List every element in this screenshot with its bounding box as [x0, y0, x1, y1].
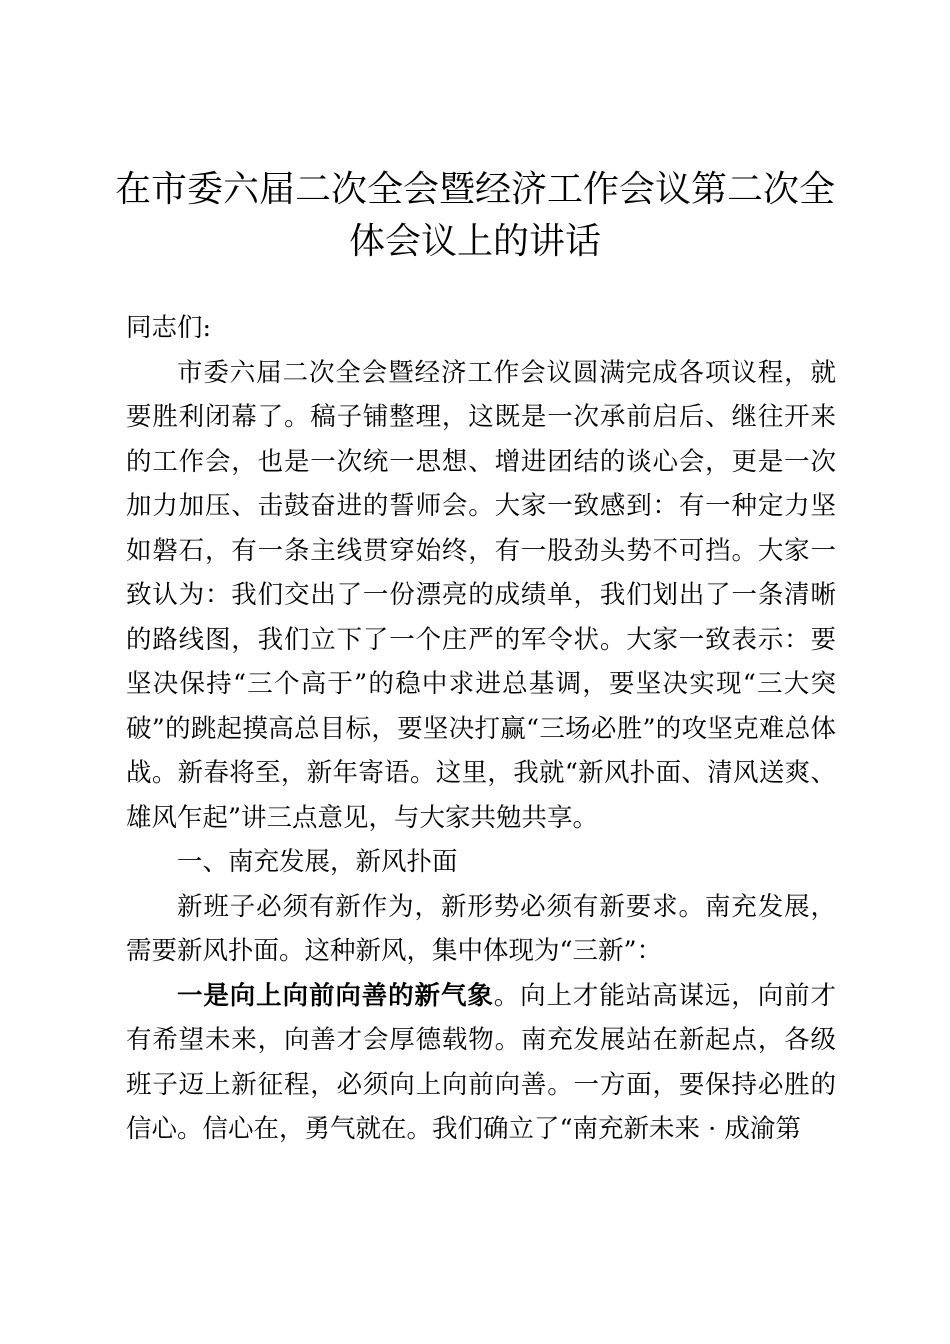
- paragraph-first-point: [126, 974, 836, 1152]
- paragraph-opening: 市委六届二次全会暨经济工作会议圆满完成各项议程，就要胜利闭幕了。稿子铺整理，这既是一次承前启后、继往开来的工作会，也是一次统一思想、增进团结的谈心会，更是一次加力加压、击鼓奋进的誓师会。大家一致感到：有一种定力坚如磐石，有一条主线贯穿始终，有一股劲头势不可挡。大家一致认为：我们交出了一份漂亮的成绩单，我们划出了一条清晰的路线图，我们立下了一个庄严的军令状。大家一致表示：要坚决保持“三个高于”的稳中求进总基调，要坚决实现“三大突破”的跳起摸高总目标，要坚决打赢“三场必胜”的攻坚克难总体战。新春将至，新年寄语。这里，我就“新风扑面、清风送爽、雄风乍起”讲三点意见，与大家共勉共享。: [126, 357, 836, 833]
- document-title: 在市委六届二次全会暨经济工作会议第二次全体会议上的讲话: [114, 169, 835, 262]
- salutation: 同志们:: [126, 313, 212, 343]
- document-body: [126, 306, 836, 1152]
- first-point-text: 。向上才能站高谋远，向前才有希望未来，向善才会厚德载物。南充发展站在新起点，各级班子迈上新征程，必须向上向前向善。一方面，要保持必胜的信心。信心在，勇气就在。我们确立了“南充新未来 · 成渝第: [126, 980, 836, 1144]
- section-heading-1: 一、南充发展，新风扑面: [177, 847, 458, 877]
- first-point-lead: 一是向上向前向善的新气象: [177, 980, 494, 1011]
- paragraph-section-intro: 新班子必须有新作为，新形势必须有新要求。南充发展，需要新风扑面。这种新风，集中体现为“三新”：: [126, 891, 836, 966]
